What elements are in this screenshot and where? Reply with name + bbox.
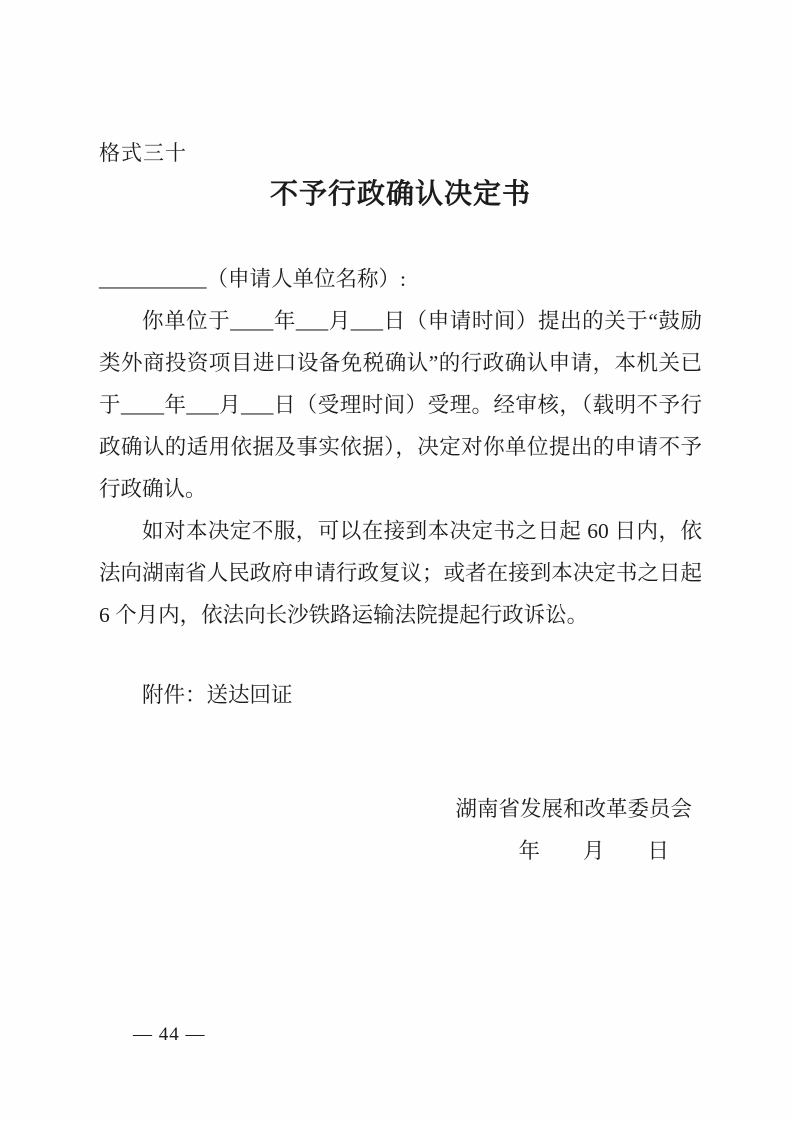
page-number: — 44 — — [133, 1024, 206, 1045]
body-paragraph-2: 如对本决定不服，可以在接到本决定书之日起 60 日内，依法向湖南省人民政府申请行政复议；或者在接到本决定书之日起 6 个月内，依法向长沙铁路运输法院提起行政诉讼。 — [99, 519, 702, 627]
salutation-line: __________（申请人单位名称）: — [99, 267, 406, 291]
format-label: 格式三十 — [99, 141, 187, 165]
document-content — [99, 140, 702, 872]
signature-date-line: 年 月 日 — [518, 839, 669, 863]
document-title: 不予行政确认决定书 — [269, 178, 531, 209]
signature-organization: 湖南省发展和改革委员会 — [455, 797, 692, 821]
attachment-line: 附件：送达回证 — [142, 683, 293, 707]
document-body — [99, 258, 702, 716]
body-paragraph-1: 你单位于____年___月___日（申请时间）提出的关于“鼓励类外商投资项目进口设备免税确认”的行政确认申请，本机关已于____年___月___日（受理时间）受理。经审核，（载明不予行政确认的适用依据及事实依据），决定对你单位提出的申请不予行政确认。 — [99, 309, 702, 501]
